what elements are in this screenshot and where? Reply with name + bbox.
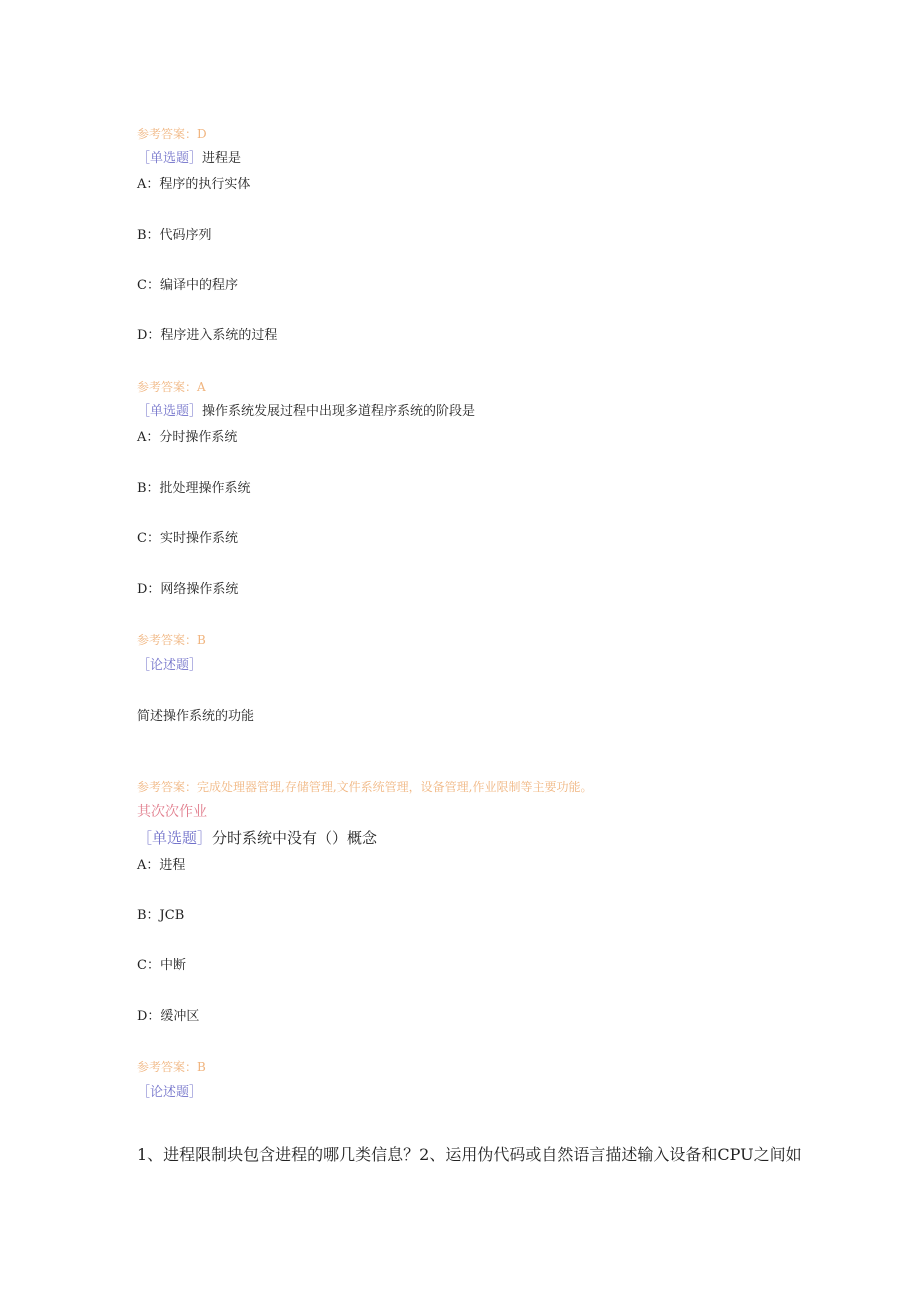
question-type-tag: ［单选题］: [137, 151, 203, 166]
question-text-q4: 简述操作系统的功能: [137, 709, 255, 724]
option-b: B：批处理操作系统: [137, 481, 251, 496]
question-q5: [137, 830, 377, 846]
answer-q1: 参考答案：D: [137, 127, 207, 141]
question-text: 操作系统发展过程中出现多道程序系统的阶段是: [202, 404, 476, 419]
question-q3: [137, 404, 475, 420]
question-text-q6: 1、进程限制块包含进程的哪几类信息？2、运用伪代码或自然语言描述输入设备和CPU之间如: [137, 1145, 802, 1164]
question-type-tag-q4: ［论述题］: [137, 658, 203, 673]
question-text: 分时系统中没有（）概念: [212, 829, 378, 847]
option-d: D：网络操作系统: [137, 582, 239, 597]
option-b: B：JCB: [137, 908, 185, 923]
option-d: D：缓冲区: [137, 1009, 200, 1024]
option-c: C：中断: [137, 958, 186, 973]
option-c: C：编译中的程序: [137, 278, 238, 293]
question-type-tag: ［单选题］: [137, 404, 203, 419]
question-text: 进程是: [202, 151, 242, 166]
answer-q4: 参考答案：完成处理器管理,存储管理,文件系统管理，设备管理,作业限制等主要功能。: [137, 780, 593, 794]
section-title: 其次次作业: [137, 804, 207, 820]
option-a: A：进程: [137, 858, 186, 873]
question-type-tag-q6: ［论述题］: [137, 1085, 203, 1100]
answer-q2: 参考答案：A: [137, 380, 206, 394]
option-b: B：代码序列: [137, 228, 212, 243]
option-a: A：分时操作系统: [137, 430, 238, 445]
option-c: C：实时操作系统: [137, 531, 238, 546]
answer-q5: 参考答案：B: [137, 1060, 206, 1074]
question-type-tag: ［单选题］: [137, 829, 213, 847]
answer-q3: 参考答案：B: [137, 633, 206, 647]
option-a: A：程序的执行实体: [137, 177, 251, 192]
question-q2: [137, 151, 241, 167]
option-d: D：程序进入系统的过程: [137, 328, 278, 343]
